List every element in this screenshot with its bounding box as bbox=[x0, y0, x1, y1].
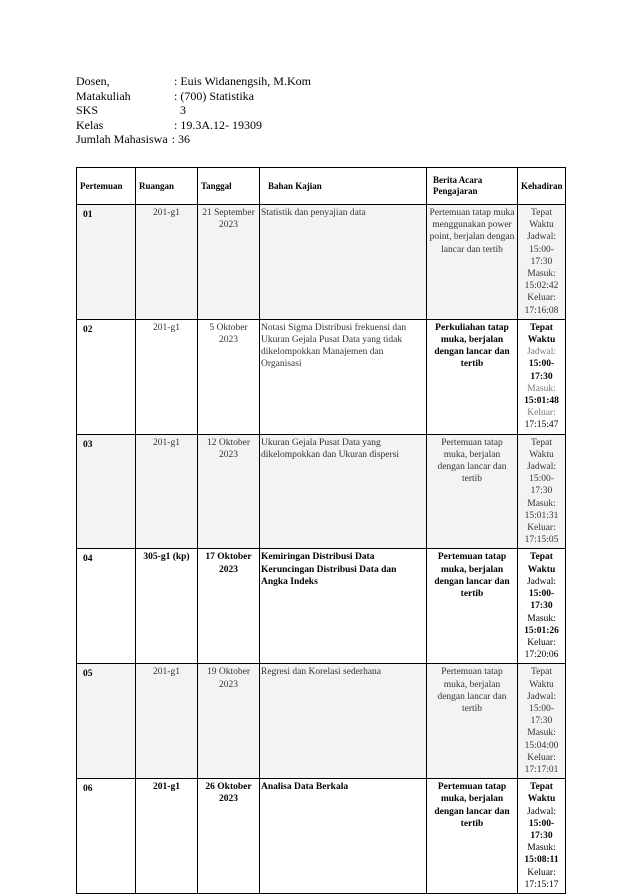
masuk-label: Masuk: bbox=[527, 269, 556, 280]
kehadiran-status: Tepat Waktu bbox=[527, 782, 556, 805]
cell-kehadiran bbox=[518, 549, 566, 664]
jadwal-value: 15:00-17:30 bbox=[529, 244, 554, 267]
sks-label: SKS bbox=[76, 103, 99, 118]
table-header-row bbox=[77, 168, 566, 205]
header-row-jumlah bbox=[76, 132, 311, 147]
jadwal-value: 15:00-17:30 bbox=[529, 474, 554, 497]
cell-kehadiran bbox=[518, 779, 566, 894]
cell-tanggal: 17 Oktober 2023 bbox=[198, 549, 260, 664]
header-row-matakuliah bbox=[76, 89, 311, 104]
cell-ruangan: 201-g1 bbox=[136, 434, 198, 549]
cell-ruangan: 305-g1 (kp) bbox=[136, 549, 198, 664]
kehadiran-status: Tepat Waktu bbox=[529, 667, 554, 690]
jadwal-value: 15:00-17:30 bbox=[528, 359, 555, 382]
header-row-sks bbox=[76, 103, 311, 118]
cell-berita-acara: Pertemuan tatap muka, berjalan dengan lancar dan tertib bbox=[427, 549, 518, 664]
cell-berita-acara: Pertemuan tatap muka menggunakan power point, berjalan dengan lancar dan tertib bbox=[427, 205, 518, 320]
header-row-dosen bbox=[76, 74, 311, 89]
cell-tanggal: 5 Oktober 2023 bbox=[198, 319, 260, 434]
keluar-value: 17:20:06 bbox=[524, 650, 559, 661]
cell-pertemuan: 01 bbox=[77, 205, 136, 320]
cell-pertemuan: 06 bbox=[77, 779, 136, 894]
keluar-label: Keluar: bbox=[527, 867, 556, 878]
masuk-label: Masuk: bbox=[527, 383, 556, 394]
cell-kehadiran bbox=[518, 319, 566, 434]
jadwal-label: Jadwal: bbox=[526, 806, 557, 817]
matakuliah-value: : (700) Statistika bbox=[174, 88, 254, 103]
col-header-ruangan: Ruangan bbox=[136, 168, 198, 205]
cell-bahan-kajian: Statistik dan penyajian data bbox=[260, 205, 427, 320]
kehadiran-status: Tepat Waktu bbox=[529, 437, 554, 460]
keluar-value: 17:15:47 bbox=[524, 420, 559, 431]
table-row bbox=[77, 434, 566, 549]
cell-bahan-kajian: Ukuran Gejala Pusat Data yang dikelompokkan dan Ukuran dispersi bbox=[260, 434, 427, 549]
cell-berita-acara: Pertemuan tatap muka, berjalan dengan lancar dan tertib bbox=[427, 779, 518, 894]
masuk-value: 15:01:26 bbox=[524, 625, 559, 636]
cell-kehadiran bbox=[518, 434, 566, 549]
cell-pertemuan: 05 bbox=[77, 664, 136, 779]
keluar-value: 17:17:01 bbox=[524, 764, 559, 775]
masuk-value: 15:04:00 bbox=[524, 740, 559, 751]
masuk-label: Masuk: bbox=[527, 728, 556, 739]
col-header-kehadiran: Kehadiran bbox=[518, 168, 566, 205]
cell-ruangan: 201-g1 bbox=[136, 664, 198, 779]
jadwal-label: Jadwal: bbox=[526, 576, 557, 587]
jadwal-label: Jadwal: bbox=[526, 462, 557, 473]
jadwal-value: 15:00-17:30 bbox=[529, 703, 554, 727]
attendance-table bbox=[76, 167, 566, 894]
keluar-label: Keluar: bbox=[527, 293, 556, 304]
dosen-value: : Euis Widanengsih, M.Kom bbox=[174, 74, 311, 88]
cell-bahan-kajian: Regresi dan Korelasi sederhana bbox=[260, 664, 427, 779]
cell-tanggal: 19 Oktober 2023 bbox=[198, 664, 260, 779]
masuk-value: 15:02:42 bbox=[524, 281, 559, 292]
masuk-value: 15:08:11 bbox=[524, 855, 559, 866]
cell-bahan-kajian: Notasi Sigma Distribusi frekuensi dan Ukuran Gejala Pusat Data yang tidak dikelompokkan Manajemen dan Organisasi bbox=[260, 319, 427, 434]
jadwal-value: 15:00-17:30 bbox=[528, 818, 555, 841]
cell-kehadiran bbox=[518, 205, 566, 320]
cell-bahan-kajian: Kemiringan Distribusi Data Keruncingan Distribusi Data dan Angka Indeks bbox=[260, 549, 427, 664]
matakuliah-label: Matakuliah bbox=[76, 88, 131, 103]
cell-tanggal: 21 September 2023 bbox=[198, 205, 260, 320]
keluar-label: Keluar: bbox=[527, 637, 556, 648]
masuk-label: Masuk: bbox=[527, 498, 556, 509]
sks-value: 3 bbox=[180, 103, 186, 118]
keluar-value: 17:16:08 bbox=[524, 305, 559, 316]
table-body bbox=[77, 205, 566, 894]
table-row bbox=[77, 549, 566, 664]
keluar-label: Keluar: bbox=[527, 752, 556, 763]
cell-ruangan: 201-g1 bbox=[136, 205, 198, 320]
cell-berita-acara: Perkuliahan tatap muka, berjalan dengan lancar dan tertib bbox=[427, 319, 518, 434]
cell-ruangan: 201-g1 bbox=[136, 319, 198, 434]
masuk-value: 15:01:31 bbox=[524, 510, 559, 521]
masuk-label: Masuk: bbox=[527, 613, 556, 624]
kelas-value: : 19.3A.12- 19309 bbox=[174, 117, 262, 132]
cell-pertemuan: 04 bbox=[77, 549, 136, 664]
course-header bbox=[76, 74, 311, 147]
cell-pertemuan: 03 bbox=[77, 434, 136, 549]
masuk-value: 15:01:48 bbox=[524, 396, 559, 407]
cell-ruangan: 201-g1 bbox=[136, 779, 198, 894]
cell-tanggal: 12 Oktober 2023 bbox=[198, 434, 260, 549]
kehadiran-status: Tepat Waktu bbox=[529, 208, 554, 231]
col-header-bahan-kajian: Bahan Kajian bbox=[260, 168, 427, 205]
kelas-label: Kelas bbox=[76, 117, 104, 132]
header-row-kelas bbox=[76, 118, 311, 133]
cell-kehadiran bbox=[518, 664, 566, 779]
masuk-label: Masuk: bbox=[527, 843, 556, 854]
table-row bbox=[77, 779, 566, 894]
kehadiran-status: Tepat Waktu bbox=[527, 322, 556, 346]
table-row bbox=[77, 664, 566, 779]
col-header-berita-acara: Berita Acara Pengajaran bbox=[427, 168, 518, 205]
keluar-label: Keluar: bbox=[527, 408, 556, 419]
cell-tanggal: 26 Oktober 2023 bbox=[198, 779, 260, 894]
dosen-label: Dosen, bbox=[76, 74, 110, 88]
cell-bahan-kajian: Analisa Data Berkala bbox=[260, 779, 427, 894]
keluar-label: Keluar: bbox=[527, 523, 556, 534]
cell-berita-acara: Pertemuan tatap muka, berjalan dengan lancar dan tertib bbox=[427, 434, 518, 549]
jadwal-label: Jadwal: bbox=[526, 232, 557, 243]
keluar-value: 17:15:17 bbox=[524, 879, 559, 890]
table-row bbox=[77, 319, 566, 434]
keluar-value: 17:15:05 bbox=[524, 535, 559, 546]
table-row bbox=[77, 205, 566, 320]
col-header-pertemuan: Pertemuan bbox=[77, 168, 136, 205]
jumlah-value: : 36 bbox=[171, 132, 190, 147]
jadwal-label: Jadwal: bbox=[526, 691, 557, 702]
col-header-tanggal: Tanggal bbox=[198, 168, 260, 205]
cell-berita-acara: Pertemuan tatap muka, berjalan dengan lancar dan tertib bbox=[427, 664, 518, 779]
kehadiran-status: Tepat Waktu bbox=[527, 552, 556, 575]
cell-pertemuan: 02 bbox=[77, 319, 136, 434]
jadwal-value: 15:00-17:30 bbox=[528, 589, 555, 612]
jumlah-label: Jumlah Mahasiswa bbox=[76, 132, 168, 147]
jadwal-label: Jadwal: bbox=[526, 347, 557, 358]
